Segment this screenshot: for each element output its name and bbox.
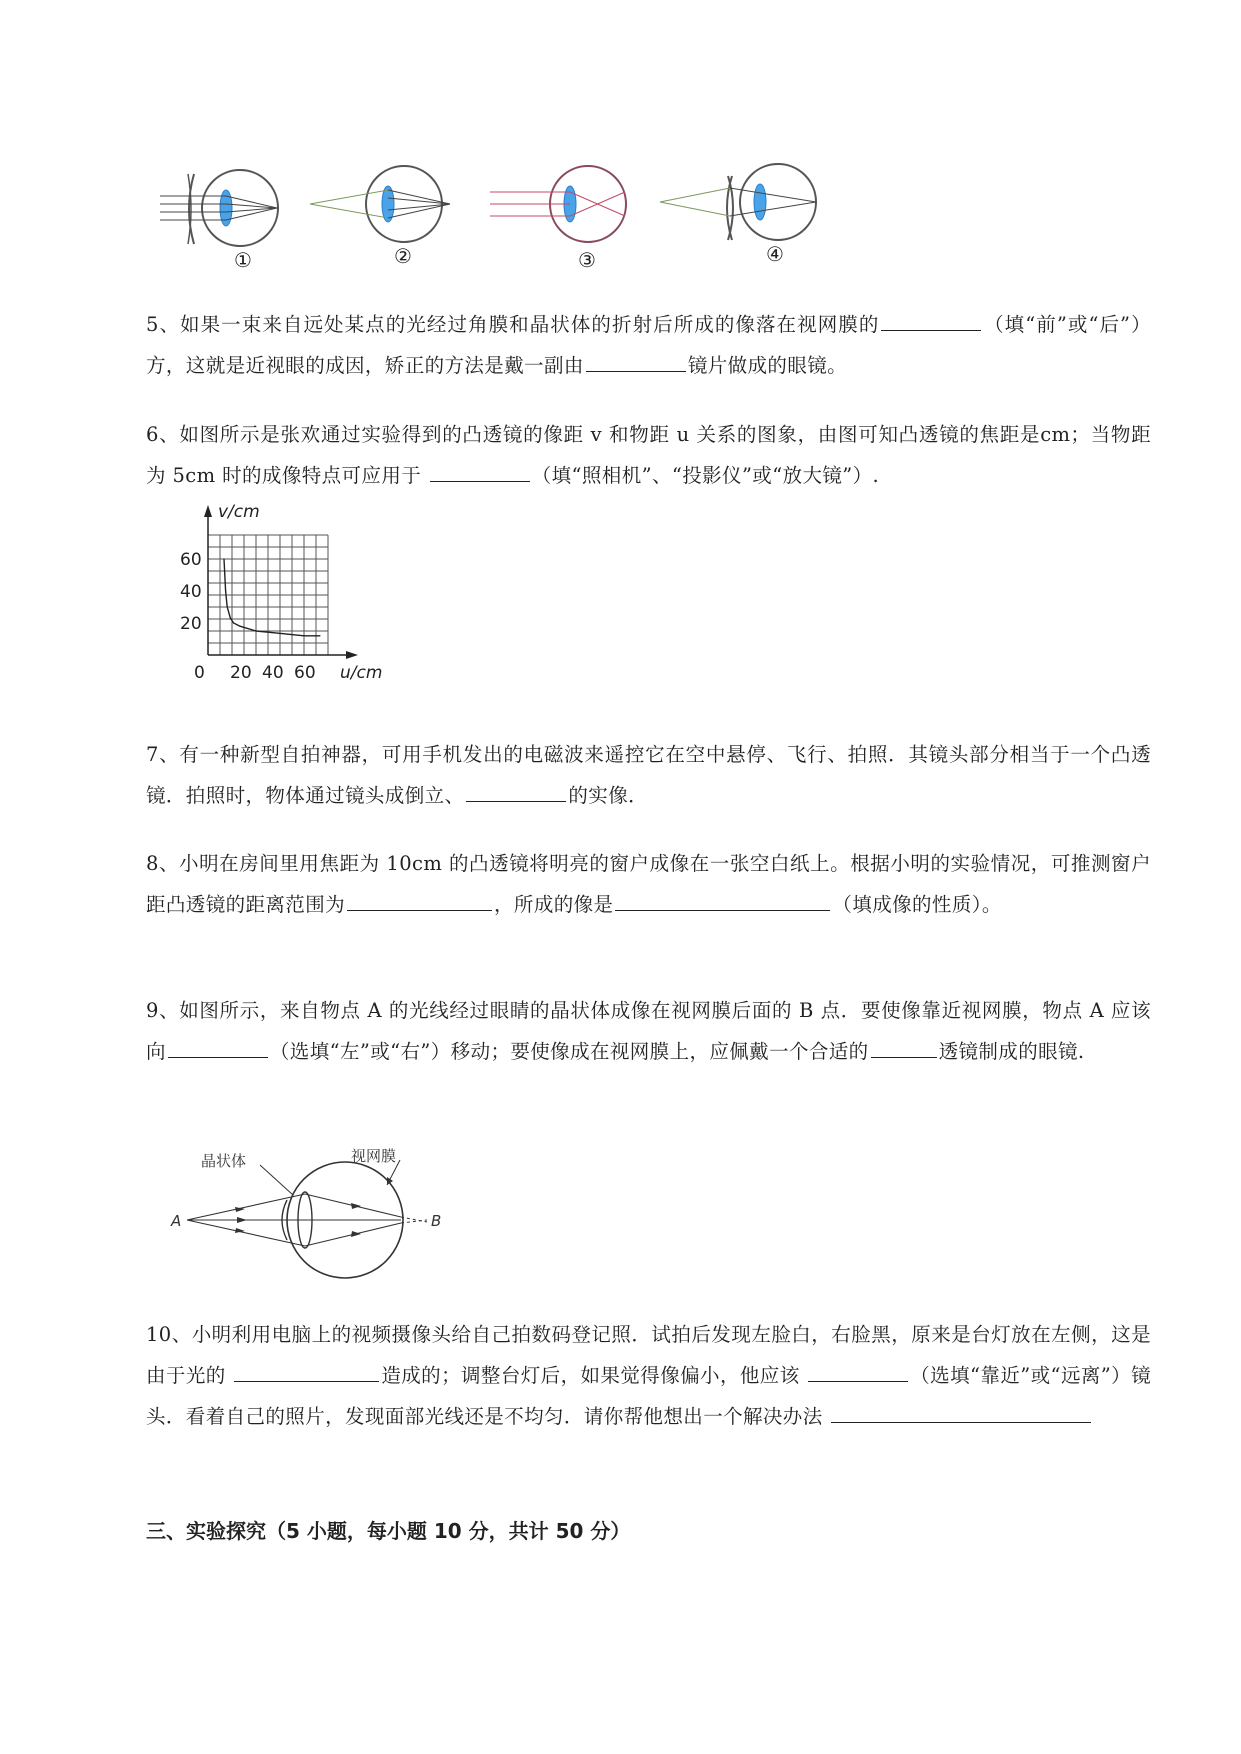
question-5 <box>146 304 1151 386</box>
eye-figure-4 <box>660 164 816 240</box>
q10-text-2: 造成的；调整台灯后，如果觉得像偏小，他应该 <box>381 1364 800 1387</box>
x-tick-label: 20 <box>230 663 252 683</box>
question-6 <box>146 414 1151 496</box>
retina-label: 视网膜 <box>351 1147 397 1165</box>
q9-text-1: 9、如图所示，来自物点 A 的光线经过眼睛的晶状体成像在视网膜后面的 B 点．要使像靠近视网膜，物点 A 应该向 <box>146 999 1151 1063</box>
vu-chart <box>180 502 420 710</box>
figure-label-4: ④ <box>766 242 784 266</box>
eye-figure-1 <box>160 170 278 246</box>
eye-figure-3 <box>490 166 626 242</box>
q8-blank-1[interactable] <box>347 888 492 911</box>
origin-label: 0 <box>194 663 205 683</box>
point-b-label: B <box>431 1212 442 1230</box>
y-axis-arrow <box>204 505 212 517</box>
q7-text-2: 的实像． <box>568 784 649 807</box>
eye-diagram-svg <box>171 1145 475 1290</box>
question-10 <box>146 1314 1151 1437</box>
data-point <box>223 558 224 559</box>
q10-blank-3[interactable] <box>831 1400 1091 1423</box>
q5-blank-1[interactable] <box>881 308 981 331</box>
q7-text-1: 7、有一种新型自拍神器，可用手机发出的电磁波来遥控它在空中悬停、飞行、拍照．其镜头部分相当于一个凸透镜．拍照时，物体通过镜头成倒立、 <box>146 743 1151 807</box>
data-point <box>233 622 234 623</box>
data-point <box>239 626 240 627</box>
question-9 <box>146 990 1151 1072</box>
x-tick-label: 40 <box>262 663 284 683</box>
lens-label: 晶状体 <box>201 1152 247 1170</box>
x-axis-arrow <box>346 651 358 659</box>
eye-figures-row <box>160 140 940 280</box>
eye-diagram <box>171 1145 475 1290</box>
y-tick-label: 20 <box>180 614 202 634</box>
q8-text-2: ，所成的像是 <box>494 893 614 916</box>
y-axis-label: v/cm <box>218 502 260 522</box>
q8-text-1: 8、小明在房间里用焦距为 10cm 的凸透镜将明亮的窗户成像在一张空白纸上。根据小明的实验情况，可推测窗户距凸透镜的距离范围为 <box>146 852 1151 916</box>
y-tick-label: 40 <box>180 582 202 602</box>
data-point <box>303 635 304 636</box>
section-3-heading: 三、实验探究（5 小题，每小题 10 分，共计 50 分） <box>146 1519 631 1543</box>
q10-blank-1[interactable] <box>234 1359 379 1382</box>
data-point <box>227 606 228 607</box>
x-axis-label: u/cm <box>340 663 383 683</box>
q5-text-3: 镜片做成的眼镜。 <box>687 354 848 377</box>
q6-text-1: 6、如图所示是张欢通过实验得到的凸透镜的像距 v 和物距 u 关系的图象，由图可知凸透镜的焦距是 <box>146 423 1041 446</box>
data-point <box>319 635 320 636</box>
figure-label-1: ① <box>234 248 252 272</box>
figure-label-2: ② <box>394 244 412 268</box>
question-7 <box>146 734 1151 816</box>
data-point <box>271 632 272 633</box>
vu-chart-svg <box>180 502 420 710</box>
y-tick-label: 60 <box>180 550 202 570</box>
q9-text-3: 透镜制成的眼镜. <box>938 1040 1085 1063</box>
data-point <box>287 634 288 635</box>
q8-text-3: （填成像的性质）。 <box>832 893 1002 916</box>
q6-text-2: cm；当物距为 5cm 时的成像特点可应用于 <box>146 423 1151 487</box>
q10-text-3: （选填“靠近”或“远离”）镜头．看着自己的照片，发现面部光线还是不均匀．请你帮他想出一个解决办法 <box>146 1364 1151 1428</box>
q10-blank-2[interactable] <box>808 1359 908 1382</box>
eye-figures-image <box>160 140 940 280</box>
data-point <box>225 590 226 591</box>
q6-blank-1[interactable] <box>430 459 530 482</box>
q5-text-2: （填“前”或“后”）方，这就是近视眼的成因，矫正的方法是戴一副由 <box>146 313 1151 377</box>
q6-text-3: （填“照相机”、“投影仪”或“放大镜”）. <box>531 464 880 487</box>
q5-blank-2[interactable] <box>586 349 686 372</box>
point-a-label: A <box>171 1212 182 1230</box>
data-point <box>255 630 256 631</box>
q9-blank-2[interactable] <box>871 1035 937 1058</box>
eye-figure-2 <box>310 166 450 242</box>
data-point <box>230 618 231 619</box>
question-8 <box>146 843 1151 925</box>
q5-text-1: 5、如果一束来自远处某点的光经过角膜和晶状体的折射后所成的像落在视网膜的 <box>146 313 880 336</box>
x-tick-label: 60 <box>294 663 316 683</box>
figure-label-3: ③ <box>578 248 596 272</box>
q8-blank-2[interactable] <box>615 888 830 911</box>
q9-blank-1[interactable] <box>168 1035 268 1058</box>
q7-blank-1[interactable] <box>466 779 566 802</box>
q9-text-2: （选填“左”或“右”）移动；要使像成在视网膜上，应佩戴一个合适的 <box>269 1040 869 1063</box>
q10-text-1: 10、小明利用电脑上的视频摄像头给自己拍数码登记照．试拍后发现左脸白，右脸黑，原来是台灯放在左侧，这是由于光的 <box>146 1323 1151 1387</box>
